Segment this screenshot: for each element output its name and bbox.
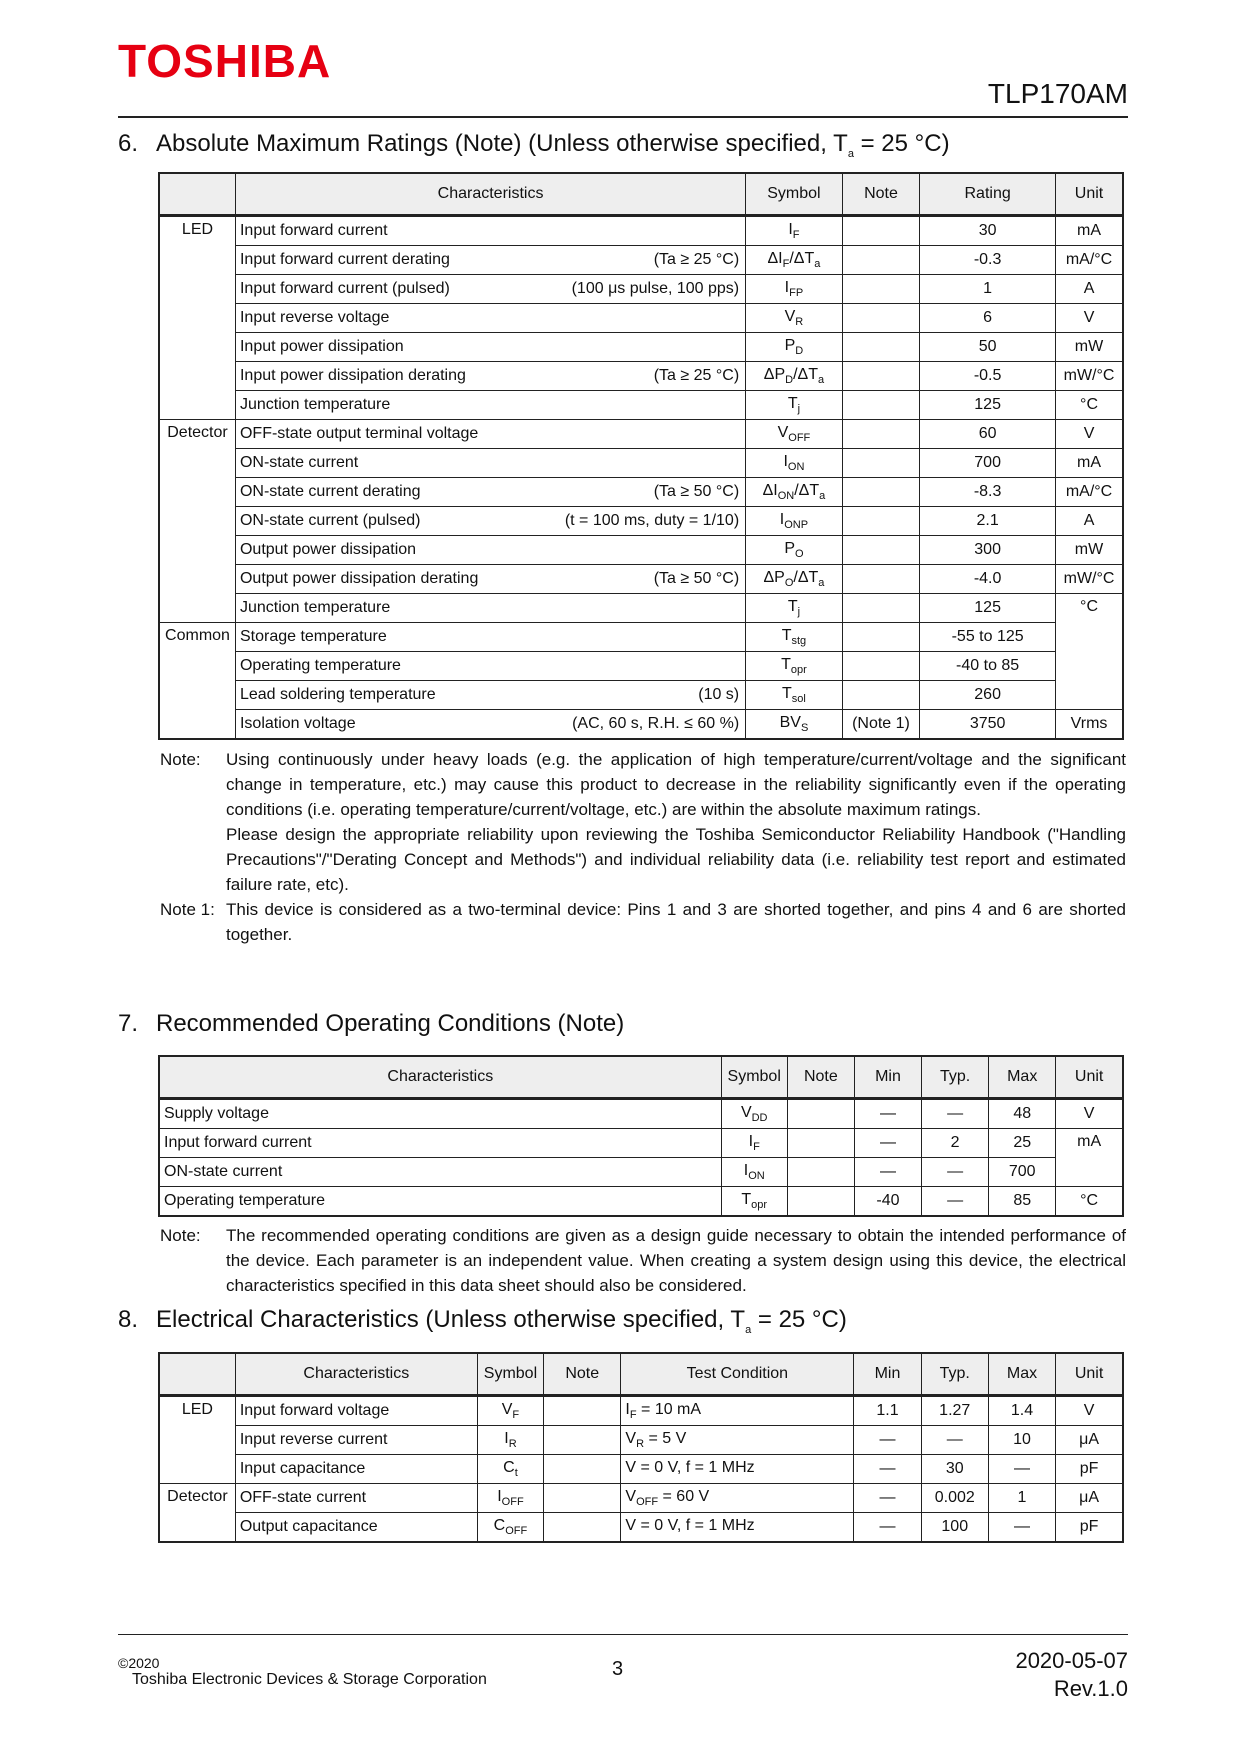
note-cell xyxy=(842,681,919,710)
footer-rule xyxy=(118,1634,1128,1635)
symbol-cell: $P_O$ xyxy=(746,536,843,565)
unit-cell: mA/°C xyxy=(1056,478,1123,507)
table-row xyxy=(159,507,1123,536)
unit-cell: mW xyxy=(1056,333,1123,362)
characteristic-cell: Input capacitance xyxy=(235,1455,477,1484)
symbol-cell: $I_{ON}$ xyxy=(721,1158,787,1187)
group-label: LED xyxy=(159,1396,235,1484)
note-cell xyxy=(842,536,919,565)
characteristic-cell: Input reverse current xyxy=(235,1426,477,1455)
typ-cell: 100 xyxy=(921,1513,988,1543)
symbol-cell: $\Delta P_O/\Delta T_a$ xyxy=(746,565,843,594)
note-text: Using continuously under heavy loads (e.g. the application of high temperature/current/voltage and the significant change in temperature, etc.) may cause this product to decrease in the reliability significantly even if the operating conditions (i.e. operating temperature/current/voltage, etc.) are within the absolute maximum ratings. xyxy=(226,750,1126,819)
table-row xyxy=(159,391,1123,420)
electrical-characteristics-table xyxy=(158,1352,1124,1543)
footer-copyright: ©2020 xyxy=(118,1655,160,1671)
header-min: Min xyxy=(854,1353,921,1396)
characteristic-cell: ON-state current derating (Ta ≥ 50 °C) xyxy=(235,478,745,507)
note-cell xyxy=(787,1099,854,1129)
header-unit: Unit xyxy=(1056,1353,1123,1396)
typ-cell: — xyxy=(922,1099,989,1129)
table-row xyxy=(159,652,1123,681)
rating-cell: -0.3 xyxy=(920,246,1056,275)
note-cell xyxy=(842,246,919,275)
characteristic-cell: Input power dissipation xyxy=(235,333,745,362)
note-cell xyxy=(842,275,919,304)
table-row xyxy=(159,275,1123,304)
toshiba-logo: TOSHIBA xyxy=(118,35,332,87)
table-row xyxy=(159,1129,1123,1158)
rating-cell: 30 xyxy=(920,216,1056,246)
page-number: 3 xyxy=(612,1658,624,1680)
note-cell xyxy=(544,1396,621,1426)
unit-cell: V xyxy=(1056,420,1123,449)
symbol-cell: $I_F$ xyxy=(746,216,843,246)
unit-cell: °C xyxy=(1056,1187,1123,1217)
symbol-cell: $T_j$ xyxy=(746,594,843,623)
characteristic-cell: Input forward current xyxy=(235,216,745,246)
table-row xyxy=(159,1158,1123,1187)
header-rating: Rating xyxy=(920,173,1056,216)
group-label: Detector xyxy=(159,1484,235,1543)
group-label: LED xyxy=(159,216,235,420)
table-row xyxy=(159,420,1123,449)
characteristic-cell: Input forward voltage xyxy=(235,1396,477,1426)
min-cell: -40 xyxy=(854,1187,921,1217)
rating-cell: 6 xyxy=(920,304,1056,333)
rating-cell: -40 to 85 xyxy=(920,652,1056,681)
header-symbol: Symbol xyxy=(746,173,843,216)
table-row xyxy=(159,478,1123,507)
table-row xyxy=(159,449,1123,478)
symbol-cell: $BV_S$ xyxy=(746,710,843,740)
symbol-cell: $C_t$ xyxy=(477,1455,543,1484)
max-cell: 48 xyxy=(989,1099,1056,1129)
symbol-cell: $\Delta I_{ON}/\Delta T_a$ xyxy=(746,478,843,507)
rating-cell: 700 xyxy=(920,449,1056,478)
symbol-cell: $V_R$ xyxy=(746,304,843,333)
typ-cell: — xyxy=(922,1158,989,1187)
rating-cell: 50 xyxy=(920,333,1056,362)
characteristic-cell: Output power dissipation derating (Ta ≥ 50 °C) xyxy=(235,565,745,594)
note-text: This device is considered as a two-terminal device: Pins 1 and 3 are shorted together, and pins 4 and 6 are shorted together. xyxy=(226,900,1126,944)
max-cell: 1.4 xyxy=(988,1396,1055,1426)
note-cell xyxy=(842,216,919,246)
header-note: Note xyxy=(787,1056,854,1099)
note-cell xyxy=(842,333,919,362)
min-cell: — xyxy=(854,1099,921,1129)
characteristic-cell: Supply voltage xyxy=(159,1099,721,1129)
table-row xyxy=(159,1187,1123,1217)
characteristic-cell: Isolation voltage (AC, 60 s, R.H. ≤ 60 %) xyxy=(235,710,745,740)
symbol-cell: $V_{DD}$ xyxy=(721,1099,787,1129)
characteristic-cell: Junction temperature xyxy=(235,391,745,420)
characteristic-cell: Input forward current derating (Ta ≥ 25 °C) xyxy=(235,246,745,275)
table-row xyxy=(159,623,1123,652)
min-cell: — xyxy=(854,1513,921,1543)
symbol-cell: $\Delta P_D/\Delta T_a$ xyxy=(746,362,843,391)
note-label: Note: xyxy=(160,750,201,769)
unit-cell: °C xyxy=(1056,594,1123,710)
max-cell: 25 xyxy=(989,1129,1056,1158)
table-row xyxy=(159,1484,1123,1513)
note-cell xyxy=(787,1158,854,1187)
rating-cell: 3750 xyxy=(920,710,1056,740)
table-row xyxy=(159,1513,1123,1543)
unit-cell: °C xyxy=(1056,391,1123,420)
rating-cell: -0.5 xyxy=(920,362,1056,391)
characteristic-cell: Input forward current xyxy=(159,1129,721,1158)
unit-cell: μA xyxy=(1056,1426,1123,1455)
note-cell xyxy=(842,623,919,652)
characteristic-cell: Storage temperature xyxy=(235,623,745,652)
table-row xyxy=(159,1455,1123,1484)
characteristic-cell: OFF-state output terminal voltage xyxy=(235,420,745,449)
header-note: Note xyxy=(842,173,919,216)
characteristic-cell: Operating temperature xyxy=(159,1187,721,1217)
typ-cell: 0.002 xyxy=(921,1484,988,1513)
note-cell xyxy=(787,1129,854,1158)
section-6-title: 6. Absolute Maximum Ratings (Note) (Unless otherwise specified, $T_a = 25$ °C) xyxy=(118,130,950,160)
characteristic-cell: ON-state current xyxy=(159,1158,721,1187)
table-row xyxy=(159,362,1123,391)
rating-cell: 125 xyxy=(920,391,1056,420)
header-characteristics: Characteristics xyxy=(159,1056,721,1099)
header-typ: Typ. xyxy=(922,1056,989,1099)
header-test-condition: Test Condition xyxy=(621,1353,854,1396)
unit-cell: Vrms xyxy=(1056,710,1123,740)
unit-cell: A xyxy=(1056,507,1123,536)
note-cell xyxy=(842,449,919,478)
symbol-cell: $P_D$ xyxy=(746,333,843,362)
header-typ: Typ. xyxy=(921,1353,988,1396)
group-label: Detector xyxy=(159,420,235,623)
note-cell xyxy=(842,420,919,449)
unit-cell: mA/°C xyxy=(1056,246,1123,275)
symbol-cell: $V_{OFF}$ xyxy=(746,420,843,449)
max-cell: 85 xyxy=(989,1187,1056,1217)
test-condition-cell: $V_{OFF} = 60$ V xyxy=(621,1484,854,1513)
min-cell: 1.1 xyxy=(854,1396,921,1426)
note-cell xyxy=(842,391,919,420)
table-row xyxy=(159,710,1123,740)
recommended-operating-table xyxy=(158,1055,1124,1217)
symbol-cell: $I_R$ xyxy=(477,1426,543,1455)
header-rule xyxy=(118,116,1128,118)
note-cell: (Note 1) xyxy=(842,710,919,740)
min-cell: — xyxy=(854,1484,921,1513)
note-cell xyxy=(544,1484,621,1513)
header-characteristics: Characteristics xyxy=(235,173,745,216)
rating-cell: 125 xyxy=(920,594,1056,623)
min-cell: — xyxy=(854,1455,921,1484)
note-cell xyxy=(544,1455,621,1484)
characteristic-cell: OFF-state current xyxy=(235,1484,477,1513)
table-row xyxy=(159,246,1123,275)
table-row xyxy=(159,594,1123,623)
characteristic-cell: Output power dissipation xyxy=(235,536,745,565)
table-row xyxy=(159,304,1123,333)
section-6-notes xyxy=(160,747,1126,947)
table-row xyxy=(159,216,1123,246)
rating-cell: 1 xyxy=(920,275,1056,304)
min-cell: — xyxy=(854,1426,921,1455)
typ-cell: 2 xyxy=(922,1129,989,1158)
symbol-cell: $T_{sol}$ xyxy=(746,681,843,710)
symbol-cell: $I_{ON}$ xyxy=(746,449,843,478)
unit-cell: mW xyxy=(1056,536,1123,565)
characteristic-cell: Input power dissipation derating (Ta ≥ 25 °C) xyxy=(235,362,745,391)
header-max: Max xyxy=(989,1056,1056,1099)
typ-cell: — xyxy=(921,1426,988,1455)
characteristic-cell: Lead soldering temperature (10 s) xyxy=(235,681,745,710)
note-item xyxy=(160,747,1126,822)
symbol-cell: $\Delta I_F/\Delta T_a$ xyxy=(746,246,843,275)
unit-cell: mA xyxy=(1056,1129,1123,1187)
header-max: Max xyxy=(988,1353,1055,1396)
header-unit: Unit xyxy=(1056,1056,1123,1099)
table-row xyxy=(159,333,1123,362)
note-cell xyxy=(787,1187,854,1217)
note-cell xyxy=(544,1513,621,1543)
test-condition-cell: V = 0 V, f = 1 MHz xyxy=(621,1455,854,1484)
note-text: Please design the appropriate reliability upon reviewing the Toshiba Semiconductor Reliability Handbook ("Handling Precautions"/"Derating Concept and Methods") and individual reliability data (i.e. reliability test report and estimated failure rate, etc). xyxy=(226,825,1126,894)
note-text: The recommended operating conditions are given as a design guide necessary to obtain the intended performance of the device. Each parameter is an independent value. When creating a system design using this device, the electrical characteristics specified in this data sheet should also be considered. xyxy=(226,1226,1126,1295)
footer-date: 2020-05-07 xyxy=(1015,1648,1128,1673)
characteristic-cell: ON-state current (pulsed) (t = 100 ms, duty = 1/10) xyxy=(235,507,745,536)
part-number: TLP170AM xyxy=(987,78,1128,109)
characteristic-cell: Operating temperature xyxy=(235,652,745,681)
unit-cell: V xyxy=(1056,1396,1123,1426)
characteristic-cell: Input forward current (pulsed) (100 μs pulse, 100 pps) xyxy=(235,275,745,304)
unit-cell: V xyxy=(1056,1099,1123,1129)
symbol-cell: $T_{opr}$ xyxy=(721,1187,787,1217)
absolute-max-ratings-table xyxy=(158,172,1124,740)
max-cell: — xyxy=(988,1455,1055,1484)
table-row xyxy=(159,681,1123,710)
rating-cell: 60 xyxy=(920,420,1056,449)
characteristic-cell: Output capacitance xyxy=(235,1513,477,1543)
max-cell: 700 xyxy=(989,1158,1056,1187)
table-row xyxy=(159,1099,1123,1129)
unit-cell: mA xyxy=(1056,449,1123,478)
unit-cell: A xyxy=(1056,275,1123,304)
max-cell: 1 xyxy=(988,1484,1055,1513)
note-cell xyxy=(842,565,919,594)
unit-cell: V xyxy=(1056,304,1123,333)
test-condition-cell: $I_F = 10$ mA xyxy=(621,1396,854,1426)
rating-cell: 300 xyxy=(920,536,1056,565)
typ-cell: — xyxy=(922,1187,989,1217)
footer-revision: Rev.1.0 xyxy=(1053,1676,1128,1701)
table-row xyxy=(159,1396,1123,1426)
header-unit: Unit xyxy=(1056,173,1123,216)
rating-cell: -8.3 xyxy=(920,478,1056,507)
symbol-cell: $V_F$ xyxy=(477,1396,543,1426)
symbol-cell: $I_{FP}$ xyxy=(746,275,843,304)
note-cell xyxy=(842,507,919,536)
section-8-title: 8. Electrical Characteristics (Unless otherwise specified, $T_a = 25$ °C) xyxy=(118,1306,847,1336)
symbol-cell: $T_{stg}$ xyxy=(746,623,843,652)
note-cell xyxy=(842,652,919,681)
rating-cell: 260 xyxy=(920,681,1056,710)
unit-cell: mA xyxy=(1056,216,1123,246)
section-7-note xyxy=(160,1223,1126,1298)
symbol-cell: $C_{OFF}$ xyxy=(477,1513,543,1543)
note-label: Note 1: xyxy=(160,900,215,919)
rating-cell: -55 to 125 xyxy=(920,623,1056,652)
note-cell xyxy=(842,594,919,623)
rating-cell: 2.1 xyxy=(920,507,1056,536)
note-item xyxy=(160,897,1126,947)
header-empty xyxy=(159,1353,235,1396)
note-cell xyxy=(842,478,919,507)
header-empty xyxy=(159,173,235,216)
symbol-cell: $T_j$ xyxy=(746,391,843,420)
table-row xyxy=(159,536,1123,565)
table-row xyxy=(159,565,1123,594)
typ-cell: 1.27 xyxy=(921,1396,988,1426)
test-condition-cell: $V_R = 5$ V xyxy=(621,1426,854,1455)
note-cell xyxy=(842,304,919,333)
symbol-cell: $I_{OFF}$ xyxy=(477,1484,543,1513)
min-cell: — xyxy=(854,1158,921,1187)
unit-cell: mW/°C xyxy=(1056,565,1123,594)
max-cell: 10 xyxy=(988,1426,1055,1455)
note-label: Note: xyxy=(160,1226,201,1245)
min-cell: — xyxy=(854,1129,921,1158)
typ-cell: 30 xyxy=(921,1455,988,1484)
section-7-title: 7. Recommended Operating Conditions (Note) xyxy=(118,1010,625,1037)
unit-cell: pF xyxy=(1056,1455,1123,1484)
header-note: Note xyxy=(544,1353,621,1396)
symbol-cell: $T_{opr}$ xyxy=(746,652,843,681)
header-characteristics: Characteristics xyxy=(235,1353,477,1396)
header-min: Min xyxy=(854,1056,921,1099)
max-cell: — xyxy=(988,1513,1055,1543)
characteristic-cell: ON-state current xyxy=(235,449,745,478)
characteristic-cell: Junction temperature xyxy=(235,594,745,623)
note-label xyxy=(160,822,226,897)
footer-corporation: Toshiba Electronic Devices & Storage Corporation xyxy=(132,1671,487,1688)
symbol-cell: $I_{ONP}$ xyxy=(746,507,843,536)
note-item xyxy=(160,822,1126,897)
header-symbol: Symbol xyxy=(721,1056,787,1099)
test-condition-cell: V = 0 V, f = 1 MHz xyxy=(621,1513,854,1543)
characteristic-cell: Input reverse voltage xyxy=(235,304,745,333)
table-row xyxy=(159,1426,1123,1455)
header-symbol: Symbol xyxy=(477,1353,543,1396)
note-cell xyxy=(544,1426,621,1455)
note-cell xyxy=(842,362,919,391)
unit-cell: pF xyxy=(1056,1513,1123,1543)
rating-cell: -4.0 xyxy=(920,565,1056,594)
group-label: Common xyxy=(159,623,235,740)
symbol-cell: $I_F$ xyxy=(721,1129,787,1158)
unit-cell: mW/°C xyxy=(1056,362,1123,391)
unit-cell: μA xyxy=(1056,1484,1123,1513)
